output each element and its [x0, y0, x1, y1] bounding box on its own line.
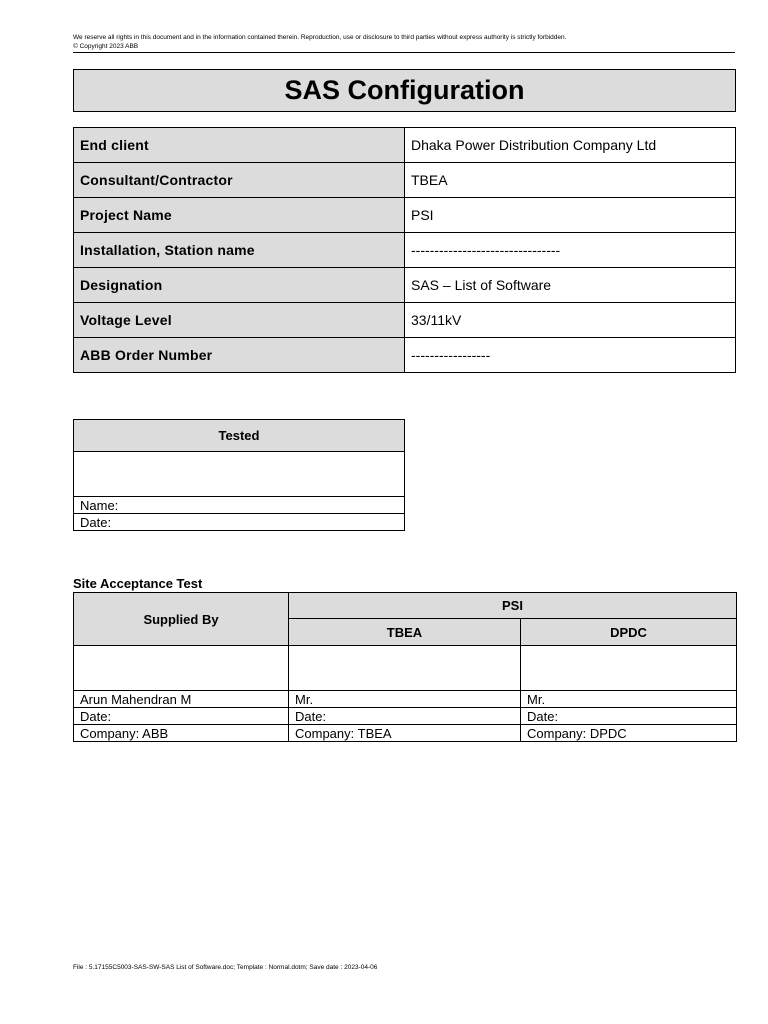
- table-row: [74, 338, 736, 373]
- signature-cell: [521, 646, 737, 691]
- dpdc-date-label: Date:: [521, 708, 737, 725]
- signature-cell: [289, 646, 521, 691]
- sat-heading: Site Acceptance Test: [73, 576, 203, 591]
- copyright-notice: [73, 33, 735, 51]
- table-row: [74, 128, 736, 163]
- abb-company-label: Company: ABB: [74, 725, 289, 742]
- document-title: SAS Configuration: [73, 69, 736, 112]
- abb-signatory-name: Arun Mahendran M: [74, 691, 289, 708]
- file-footer: File : 5.17155C5003-SAS-SW-SAS List of Software.doc; Template : Normal.dotm; Save date : 2023-04-06: [73, 964, 378, 971]
- tbea-date-label: Date:: [289, 708, 521, 725]
- designation-label: Designation: [74, 268, 405, 303]
- table-row: [74, 646, 737, 691]
- station-name-value: --------------------------------: [405, 233, 736, 268]
- dpdc-column-header: DPDC: [521, 619, 737, 646]
- tested-table: [73, 419, 405, 531]
- table-row: [74, 514, 405, 531]
- tested-date-label: Date:: [74, 514, 405, 531]
- table-row: [74, 452, 405, 497]
- project-name-label: Project Name: [74, 198, 405, 233]
- supplied-by-header: Supplied By: [74, 593, 289, 646]
- consultant-label: Consultant/Contractor: [74, 163, 405, 198]
- table-row: [74, 708, 737, 725]
- end-client-value: Dhaka Power Distribution Company Ltd: [405, 128, 736, 163]
- station-name-label: Installation, Station name: [74, 233, 405, 268]
- table-row: [74, 725, 737, 742]
- dpdc-signatory-name: Mr.: [521, 691, 737, 708]
- order-number-value: -----------------: [405, 338, 736, 373]
- signature-cell: [74, 452, 405, 497]
- end-client-label: End client: [74, 128, 405, 163]
- table-row: [74, 233, 736, 268]
- table-row: [74, 163, 736, 198]
- table-row: [74, 497, 405, 514]
- table-row: [74, 593, 737, 619]
- copyright-text: © Copyright 2023 ABB: [73, 43, 139, 50]
- signature-cell: [74, 646, 289, 691]
- dpdc-company-label: Company: DPDC: [521, 725, 737, 742]
- site-acceptance-table: [73, 592, 737, 742]
- tbea-column-header: TBEA: [289, 619, 521, 646]
- table-row: [74, 303, 736, 338]
- tested-name-label: Name:: [74, 497, 405, 514]
- order-number-label: ABB Order Number: [74, 338, 405, 373]
- table-row: [74, 420, 405, 452]
- table-row: [74, 198, 736, 233]
- consultant-value: TBEA: [405, 163, 736, 198]
- project-name-value: PSI: [405, 198, 736, 233]
- voltage-level-label: Voltage Level: [74, 303, 405, 338]
- tested-heading: Tested: [74, 420, 405, 452]
- table-row: [74, 268, 736, 303]
- psi-group-header: PSI: [289, 593, 737, 619]
- tbea-company-label: Company: TBEA: [289, 725, 521, 742]
- rights-notice-text: We reserve all rights in this document and in the information contained therein. Reproduction, use or disclosure to third parties without express authority is strictly forbidden.: [73, 34, 567, 41]
- table-row: [74, 691, 737, 708]
- header-rule: [73, 52, 735, 53]
- abb-date-label: Date:: [74, 708, 289, 725]
- project-info-table: [73, 127, 736, 373]
- tbea-signatory-name: Mr.: [289, 691, 521, 708]
- voltage-level-value: 33/11kV: [405, 303, 736, 338]
- designation-value: SAS – List of Software: [405, 268, 736, 303]
